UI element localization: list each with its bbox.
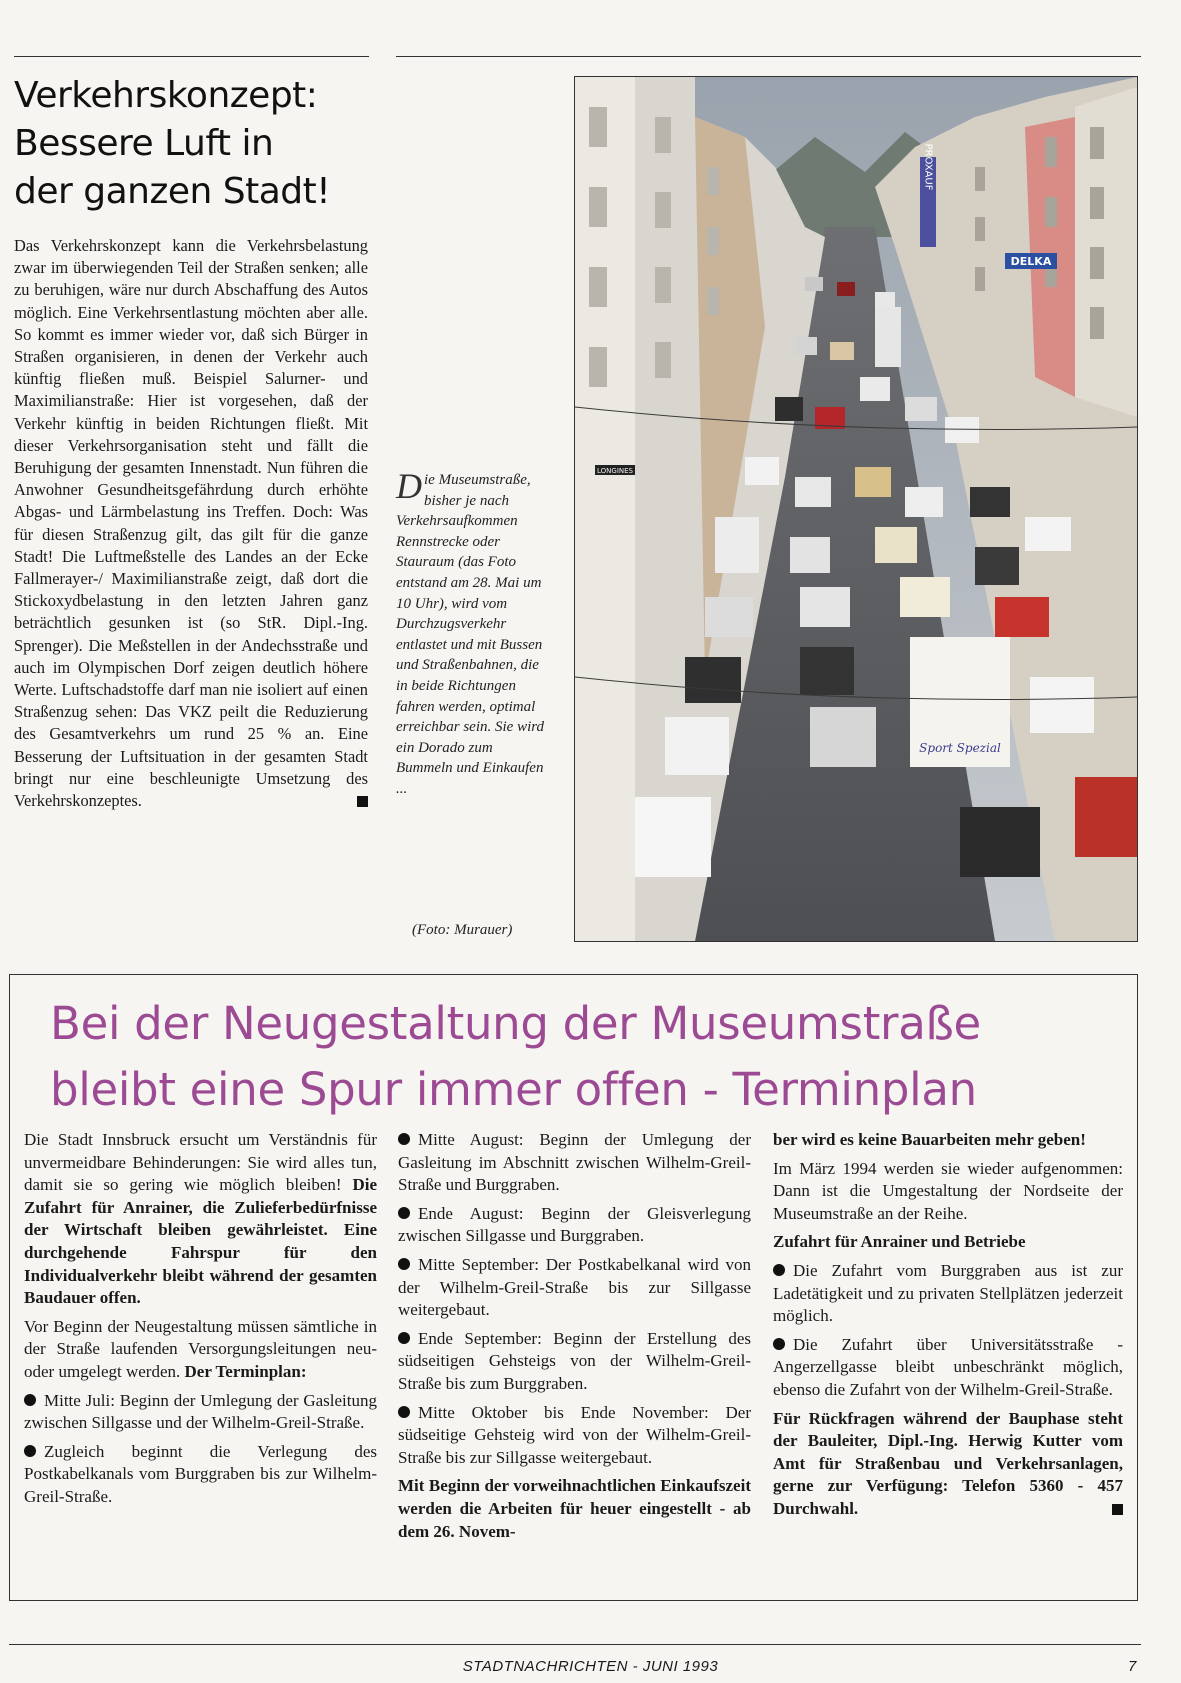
- bullet-icon: [24, 1445, 36, 1457]
- article-headline-line: Bessere Luft in: [14, 123, 274, 164]
- bullet-icon: [398, 1332, 410, 1344]
- list-item-text: Mitte September: Der Postkabelkanal wird von der Wilhelm-Greil-Straße bis zur Sillgasse weitergebaut.: [398, 1254, 751, 1320]
- list-item: [773, 1334, 1123, 1402]
- page-number: 7: [1128, 1658, 1137, 1675]
- list-item-text: Zugleich beginnt die Verlegung des Postkabelkanals vom Burggraben bis zur Wilhelm-Greil-Straße.: [24, 1441, 377, 1506]
- end-of-box-mark: [1112, 1504, 1123, 1515]
- list-item: [398, 1328, 751, 1396]
- list-item-text: Die Zufahrt über Universitätsstraße - Angerzellgasse bleibt unbeschränkt möglich, ebenso die Zufahrt von der Wilhelm-Greil-Straße.: [773, 1334, 1123, 1399]
- article-headline-line: der ganzen Stadt!: [14, 171, 331, 212]
- box-column-3: [773, 1129, 1123, 1527]
- winter-pause-notice: Mit Beginn der vorweihnachtlichen Einkaufszeit werden die Arbeiten für heuer eingestellt - ab dem 26. Novem-: [398, 1476, 751, 1541]
- terminplan-label: Der Terminplan:: [184, 1361, 307, 1381]
- list-item-text: Ende August: Beginn der Gleisverlegung zwischen Sillgasse und Burggraben.: [398, 1203, 751, 1246]
- bullet-icon: [773, 1264, 785, 1276]
- article-body: [14, 235, 368, 812]
- caption-text: ie Museumstraße, bisher je nach Verkehrsaufkommen Rennstrecke oder Stauraum (das Foto entstand am 28. Mai um 10 Uhr), wird vom Durchzugsverkehr entlastet und mit Bussen und Straßenbahnen, die in beide Richtungen fahren werden, optimal erreichbar sein. Sie wird ein Dorado zum Bummeln und Einkaufen ...: [396, 472, 545, 797]
- list-item: [398, 1402, 751, 1470]
- contact-paragraph: [773, 1408, 1123, 1521]
- bullet-icon: [398, 1406, 410, 1418]
- delka-sign-text: DELKA: [1010, 255, 1052, 268]
- photo-caption: [396, 466, 546, 800]
- top-rule-left: [14, 56, 369, 57]
- box-column-1: [24, 1129, 377, 1515]
- longines-sign-text: LONGINES: [597, 467, 633, 475]
- list-item: [24, 1441, 377, 1509]
- intro-bold-text: Die Zufahrt für Anrainer, die Zulieferbedürfnisse der Wirtschaft bleiben gewährleistet. Eine durchgehende Fahrspur für den Individualverkehr bleibt während der gesamten Baudauer offen.: [24, 1175, 377, 1308]
- access-subheading: Zufahrt für Anrainer und Betriebe: [773, 1232, 1026, 1252]
- bullet-icon: [398, 1207, 410, 1219]
- list-item-text: Die Zufahrt vom Burggraben aus ist zur Ladetätigkeit und zu privaten Stellplätzen jederzeit möglich.: [773, 1260, 1123, 1326]
- list-item: [24, 1390, 377, 1435]
- winter-pause-notice-continued: ber wird es keine Bauarbeiten mehr geben!: [773, 1130, 1086, 1149]
- bullet-icon: [773, 1338, 785, 1350]
- article-headline: [14, 72, 374, 216]
- box-headline: [50, 991, 1130, 1123]
- contact-text: Für Rückfragen während der Bauphase steht der Bauleiter, Dipl.-Ing. Herwig Kutter vom Amt für Straßenbau und Verkehrsanlagen, gerne zur Verfügung: Telefon 5360 - 457 Durchwahl.: [773, 1408, 1123, 1518]
- footer-rule: [9, 1644, 1141, 1645]
- caption-dropcap: D: [396, 466, 422, 506]
- intro-paragraph: [24, 1129, 377, 1310]
- box-column-2: [398, 1129, 751, 1549]
- list-item: [398, 1254, 751, 1322]
- end-of-article-mark: [357, 796, 368, 807]
- intro-text: Die Stadt Innsbruck ersucht um Verständnis für unvermeidbare Behinderungen: Sie wird alles tun, damit sie so gering wie möglich bleiben!: [24, 1130, 377, 1195]
- article-headline-line: Verkehrskonzept:: [14, 75, 318, 116]
- preparation-paragraph: [24, 1316, 377, 1384]
- resumption-paragraph: Im März 1994 werden sie wieder aufgenommen: Dann ist die Umgestaltung der Nordseite der Museumstraße an der Reihe.: [773, 1158, 1123, 1223]
- bullet-icon: [24, 1394, 36, 1406]
- publication-footer: STADTNACHRICHTEN - JUNI 1993: [462, 1658, 719, 1675]
- list-item-text: Mitte Oktober bis Ende November: Der südseitige Gehsteig wird von der Wilhelm-Greil-Straße bis zur Sillgasse weitergebaut.: [398, 1402, 751, 1467]
- list-item-text: Ende September: Beginn der Erstellung des südseitigen Gehsteigs von der Wilhelm-Greil-Straße bis zum Burggraben.: [398, 1328, 751, 1393]
- list-item: [398, 1129, 751, 1197]
- article-body-text: Das Verkehrskonzept kann die Verkehrsbelastung zwar im überwiegenden Teil der Straßen senken; alle zu beruhigen, wäre nur durch Abschaffung des Autos möglich. Eine Verkehrsentlastung möchten aber alle. So kommt es immer wieder vor, daß sich Bürger in Straßen organisieren, in denen der Verkehr auch künftig fließen muß. Beispiel Salurner- und Maximilianstraße: Hier ist vorgesehen, daß der Verkehr künftig in beiden Richtungen fließt. Mit dieser Verkehrsorganisation steht und fällt die Beruhigung der gesamten Innenstadt. Nun führen die Anwohner Gesundheitsgefährdung durch erhöhte Abgas- und Lärmbelastung ins Treffen. Doch: Was für diesen Straßenzug gilt, das gilt für die ganze Stadt! Die Luftmeßstelle des Landes an der Ecke Fallmerayer-/ Maximilianstraße zeigt, daß dort die Stickoxydbelastung in den letzten Jahren ganz beträchtlich gesunken ist (so StR. Dipl.-Ing. Sprenger). Die Meßstellen in der Andechsstraße und auch im Olympischen Dorf zeigen deutlich höhere Werte. Luftschadstoffe darf man nie isoliert auf einen Straßenzug sehen: Das VKZ peilt die Reduzierung des Gesamtverkehrs um rund 25 % an. Eine Besserung der Luftsituation in der gesamten Stadt bringt nur eine beschleunigte Umsetzung des Verkehrskonzeptes.: [14, 236, 368, 811]
- proxauf-sign-text: PROXAUF: [922, 143, 934, 191]
- list-item-text: Mitte August: Beginn der Umlegung der Gasleitung im Abschnitt zwischen Wilhelm-Greil-Straße und Burggraben.: [398, 1130, 751, 1195]
- terminplan-box: [9, 974, 1138, 1601]
- bullet-icon: [398, 1258, 410, 1270]
- preparation-text: Vor Beginn der Neugestaltung müssen sämtliche in der Straße laufenden Versorgungsleitungen neu- oder umgelegt werden.: [24, 1316, 377, 1381]
- bullet-icon: [398, 1133, 410, 1145]
- box-headline-line: Bei der Neugestaltung der Museumstraße: [50, 997, 981, 1050]
- van-sport-spezial-text: Sport Spezial: [919, 741, 1001, 755]
- list-item: [773, 1260, 1123, 1328]
- list-item-text: Mitte Juli: Beginn der Umlegung der Gasleitung zwischen Sillgasse und der Wilhelm-Greil-Straße.: [24, 1390, 377, 1433]
- list-item: [398, 1203, 751, 1248]
- box-headline-line: bleibt eine Spur immer offen - Terminplan: [50, 1063, 977, 1116]
- street-traffic-photo: [574, 76, 1138, 942]
- street-photo-illustration: [575, 77, 1137, 941]
- photo-credit: (Foto: Murauer): [412, 922, 513, 938]
- top-rule-right: [396, 56, 1141, 57]
